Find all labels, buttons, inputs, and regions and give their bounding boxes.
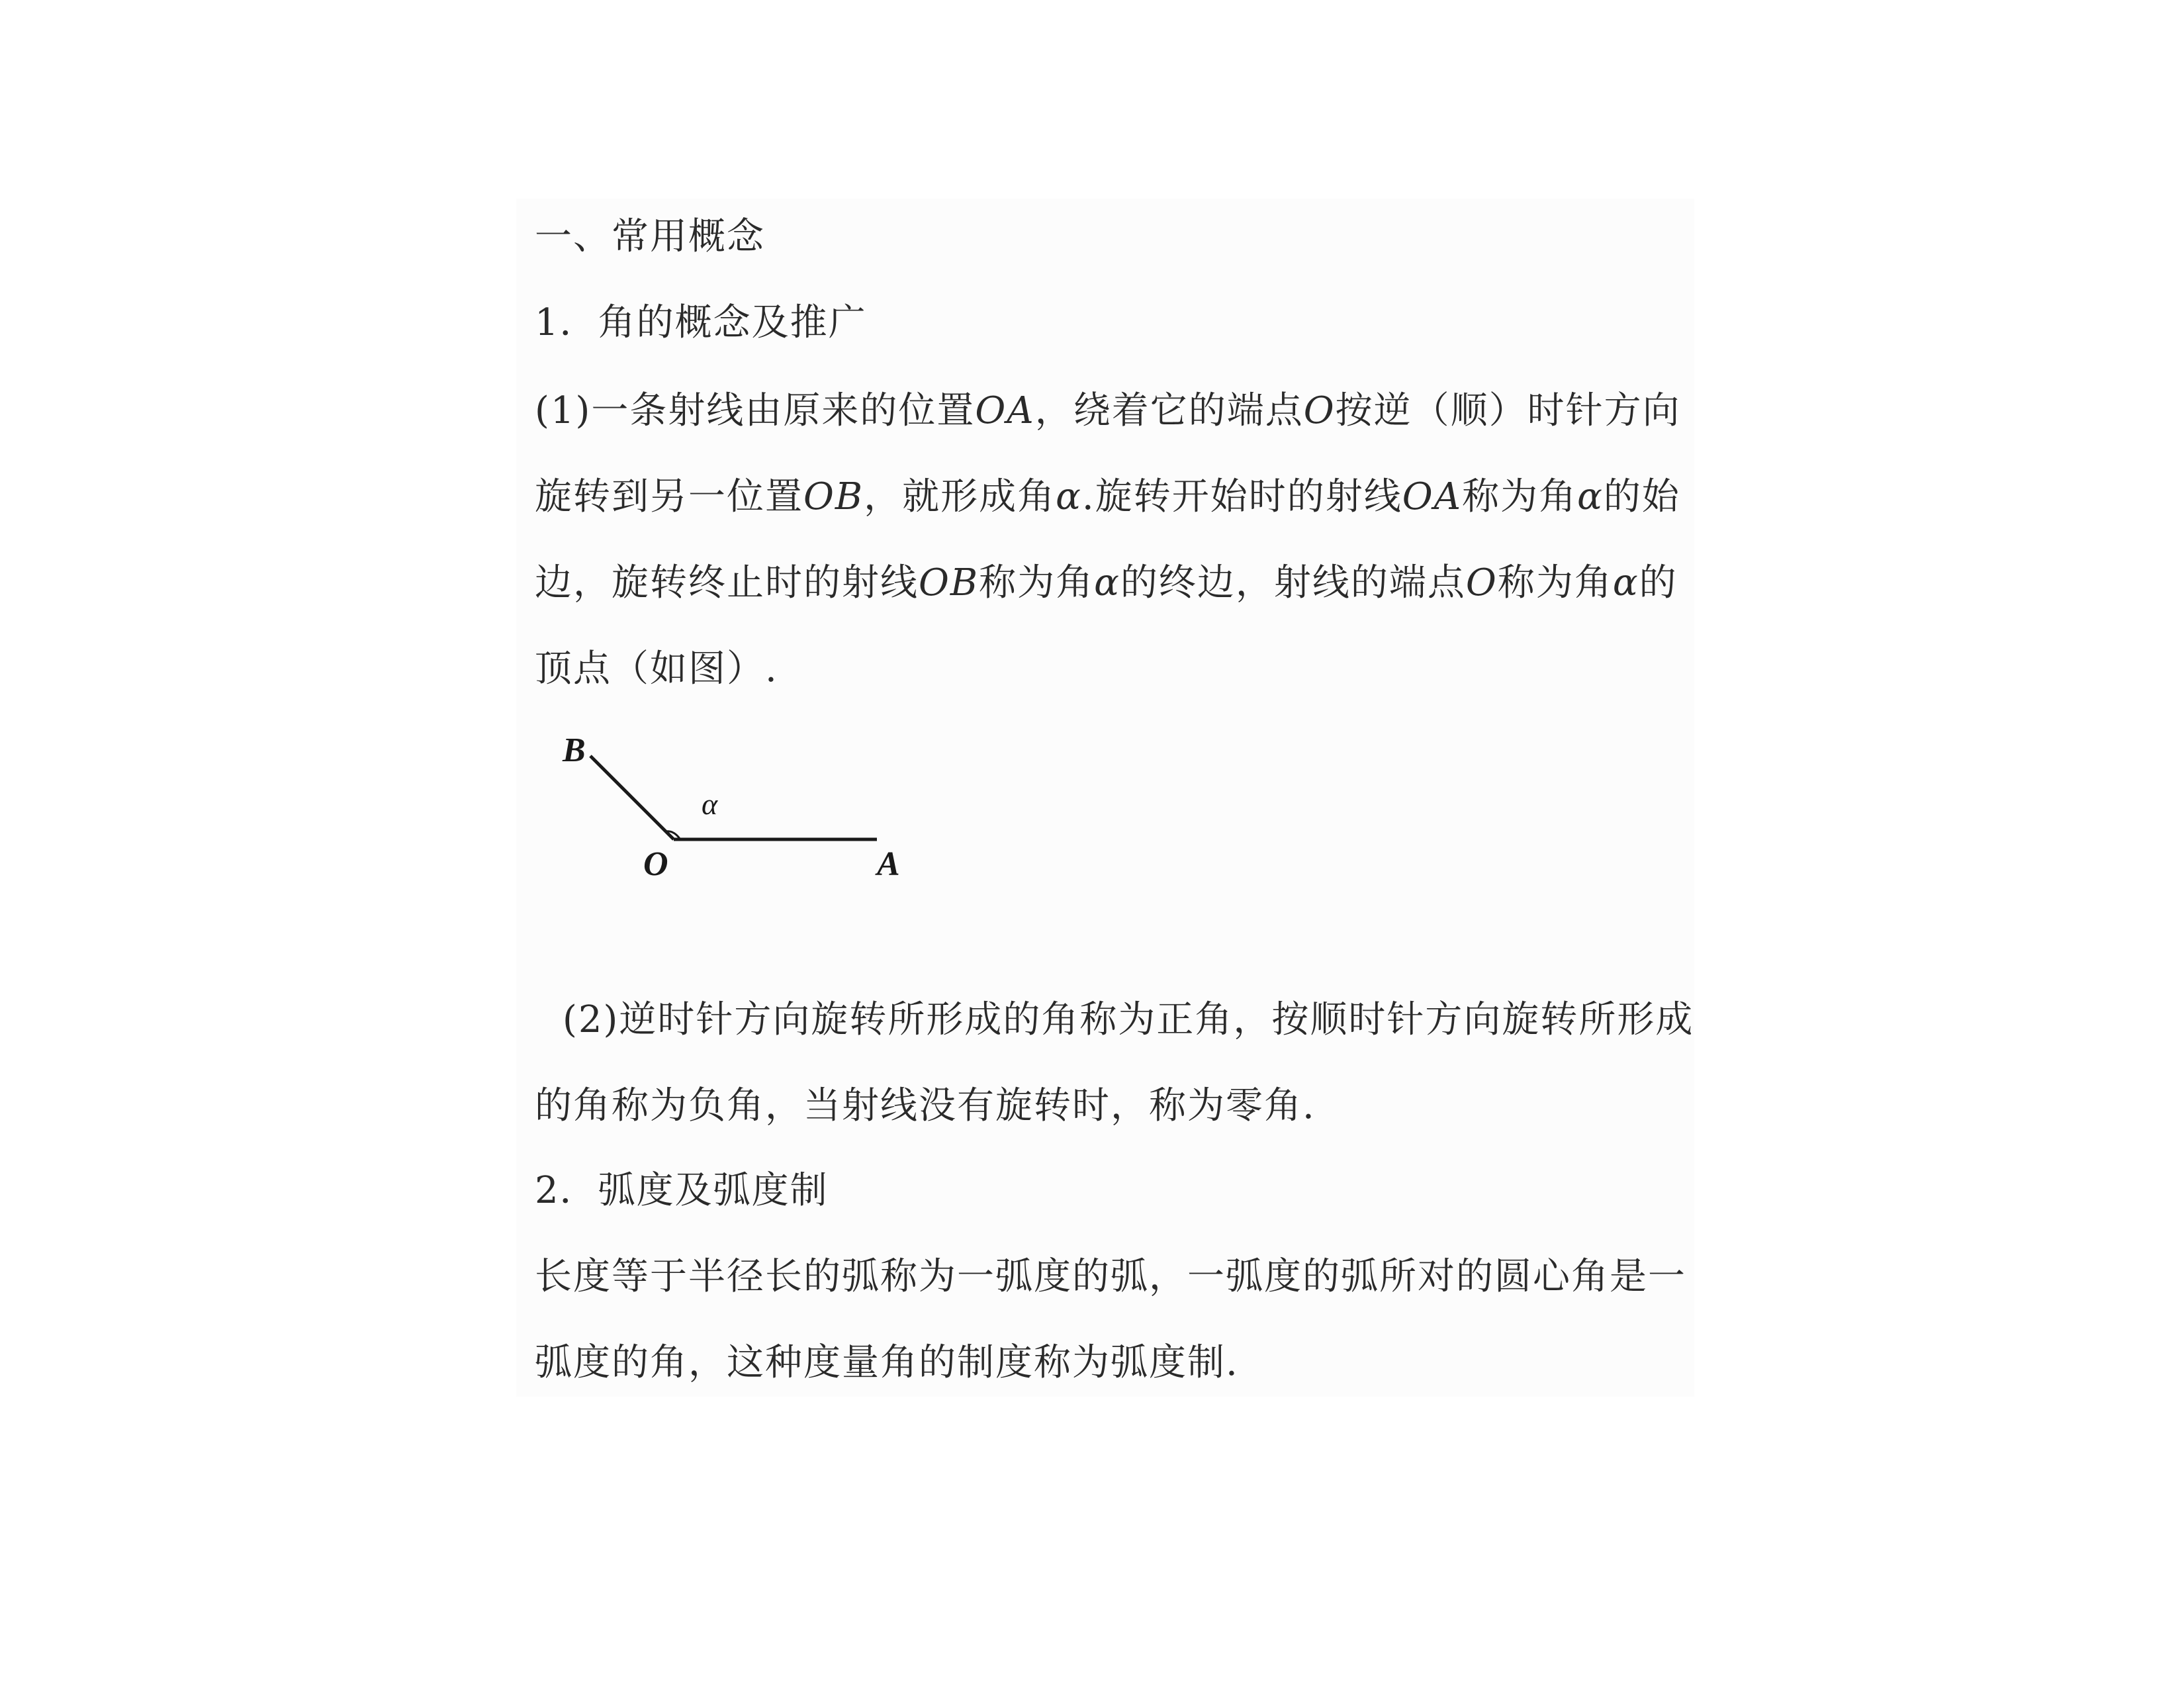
paragraph-line: 弧度的角，这种度量角的制度称为弧度制.: [535, 1341, 1239, 1384]
paragraph-line: 长度等于半径长的弧称为一弧度的弧，一弧度的弧所对的圆心角是一: [535, 1255, 1686, 1298]
text-span: 的: [1639, 561, 1678, 604]
paragraph-line: [535, 559, 1678, 607]
text-span: 的始: [1603, 475, 1680, 518]
text-span: 称为角: [1462, 475, 1578, 518]
math-symbol: OA: [975, 389, 1035, 432]
math-symbol: α: [1056, 475, 1082, 518]
ray-ob: [590, 756, 674, 839]
paragraph-line: (2)逆时针方向旋转所形成的角称为正角，按顺时针方向旋转所形成: [563, 998, 1694, 1041]
math-symbol: O: [1303, 389, 1336, 432]
label-alpha: α: [702, 787, 718, 821]
math-symbol: α: [1094, 561, 1120, 604]
text-span: ，就形成角: [864, 475, 1056, 518]
angle-diagram: [543, 722, 913, 920]
text-span: 的终边，射线的端点: [1120, 561, 1466, 604]
paragraph-line: [535, 387, 1681, 435]
label-o: O: [643, 845, 668, 883]
math-symbol: α: [1577, 475, 1604, 518]
math-symbol: OA: [1402, 475, 1463, 518]
label-b: B: [563, 731, 586, 769]
text-span: 旋转到另一位置: [535, 475, 803, 518]
label-a: A: [877, 845, 900, 883]
paragraph-line: [535, 473, 1680, 521]
text-span: (1)一条射线由原来的位置: [535, 389, 976, 432]
math-symbol: OB: [803, 475, 864, 518]
text-span: 称为角: [1497, 561, 1613, 604]
math-symbol: OB: [919, 561, 979, 604]
math-symbol: α: [1612, 561, 1639, 604]
math-symbol: O: [1465, 561, 1498, 604]
paragraph-line: 顶点（如图）.: [535, 647, 778, 690]
document-page: [516, 199, 1694, 1397]
paragraph-line: 的角称为负角，当射线没有旋转时，称为零角.: [535, 1084, 1316, 1127]
text-span: 边，旋转终止时的射线: [535, 561, 919, 604]
subsection-title-angle: 1．角的概念及推广: [535, 301, 867, 344]
subsection-title-radian: 2．弧度及弧度制: [535, 1169, 829, 1212]
section-title: 一、常用概念: [535, 215, 765, 258]
text-span: ，绕着它的端点: [1034, 389, 1304, 432]
text-span: 称为角: [979, 561, 1095, 604]
text-span: .旋转开始时的射线: [1081, 475, 1402, 518]
text-span: 按逆（顺）时针方向: [1335, 389, 1681, 432]
